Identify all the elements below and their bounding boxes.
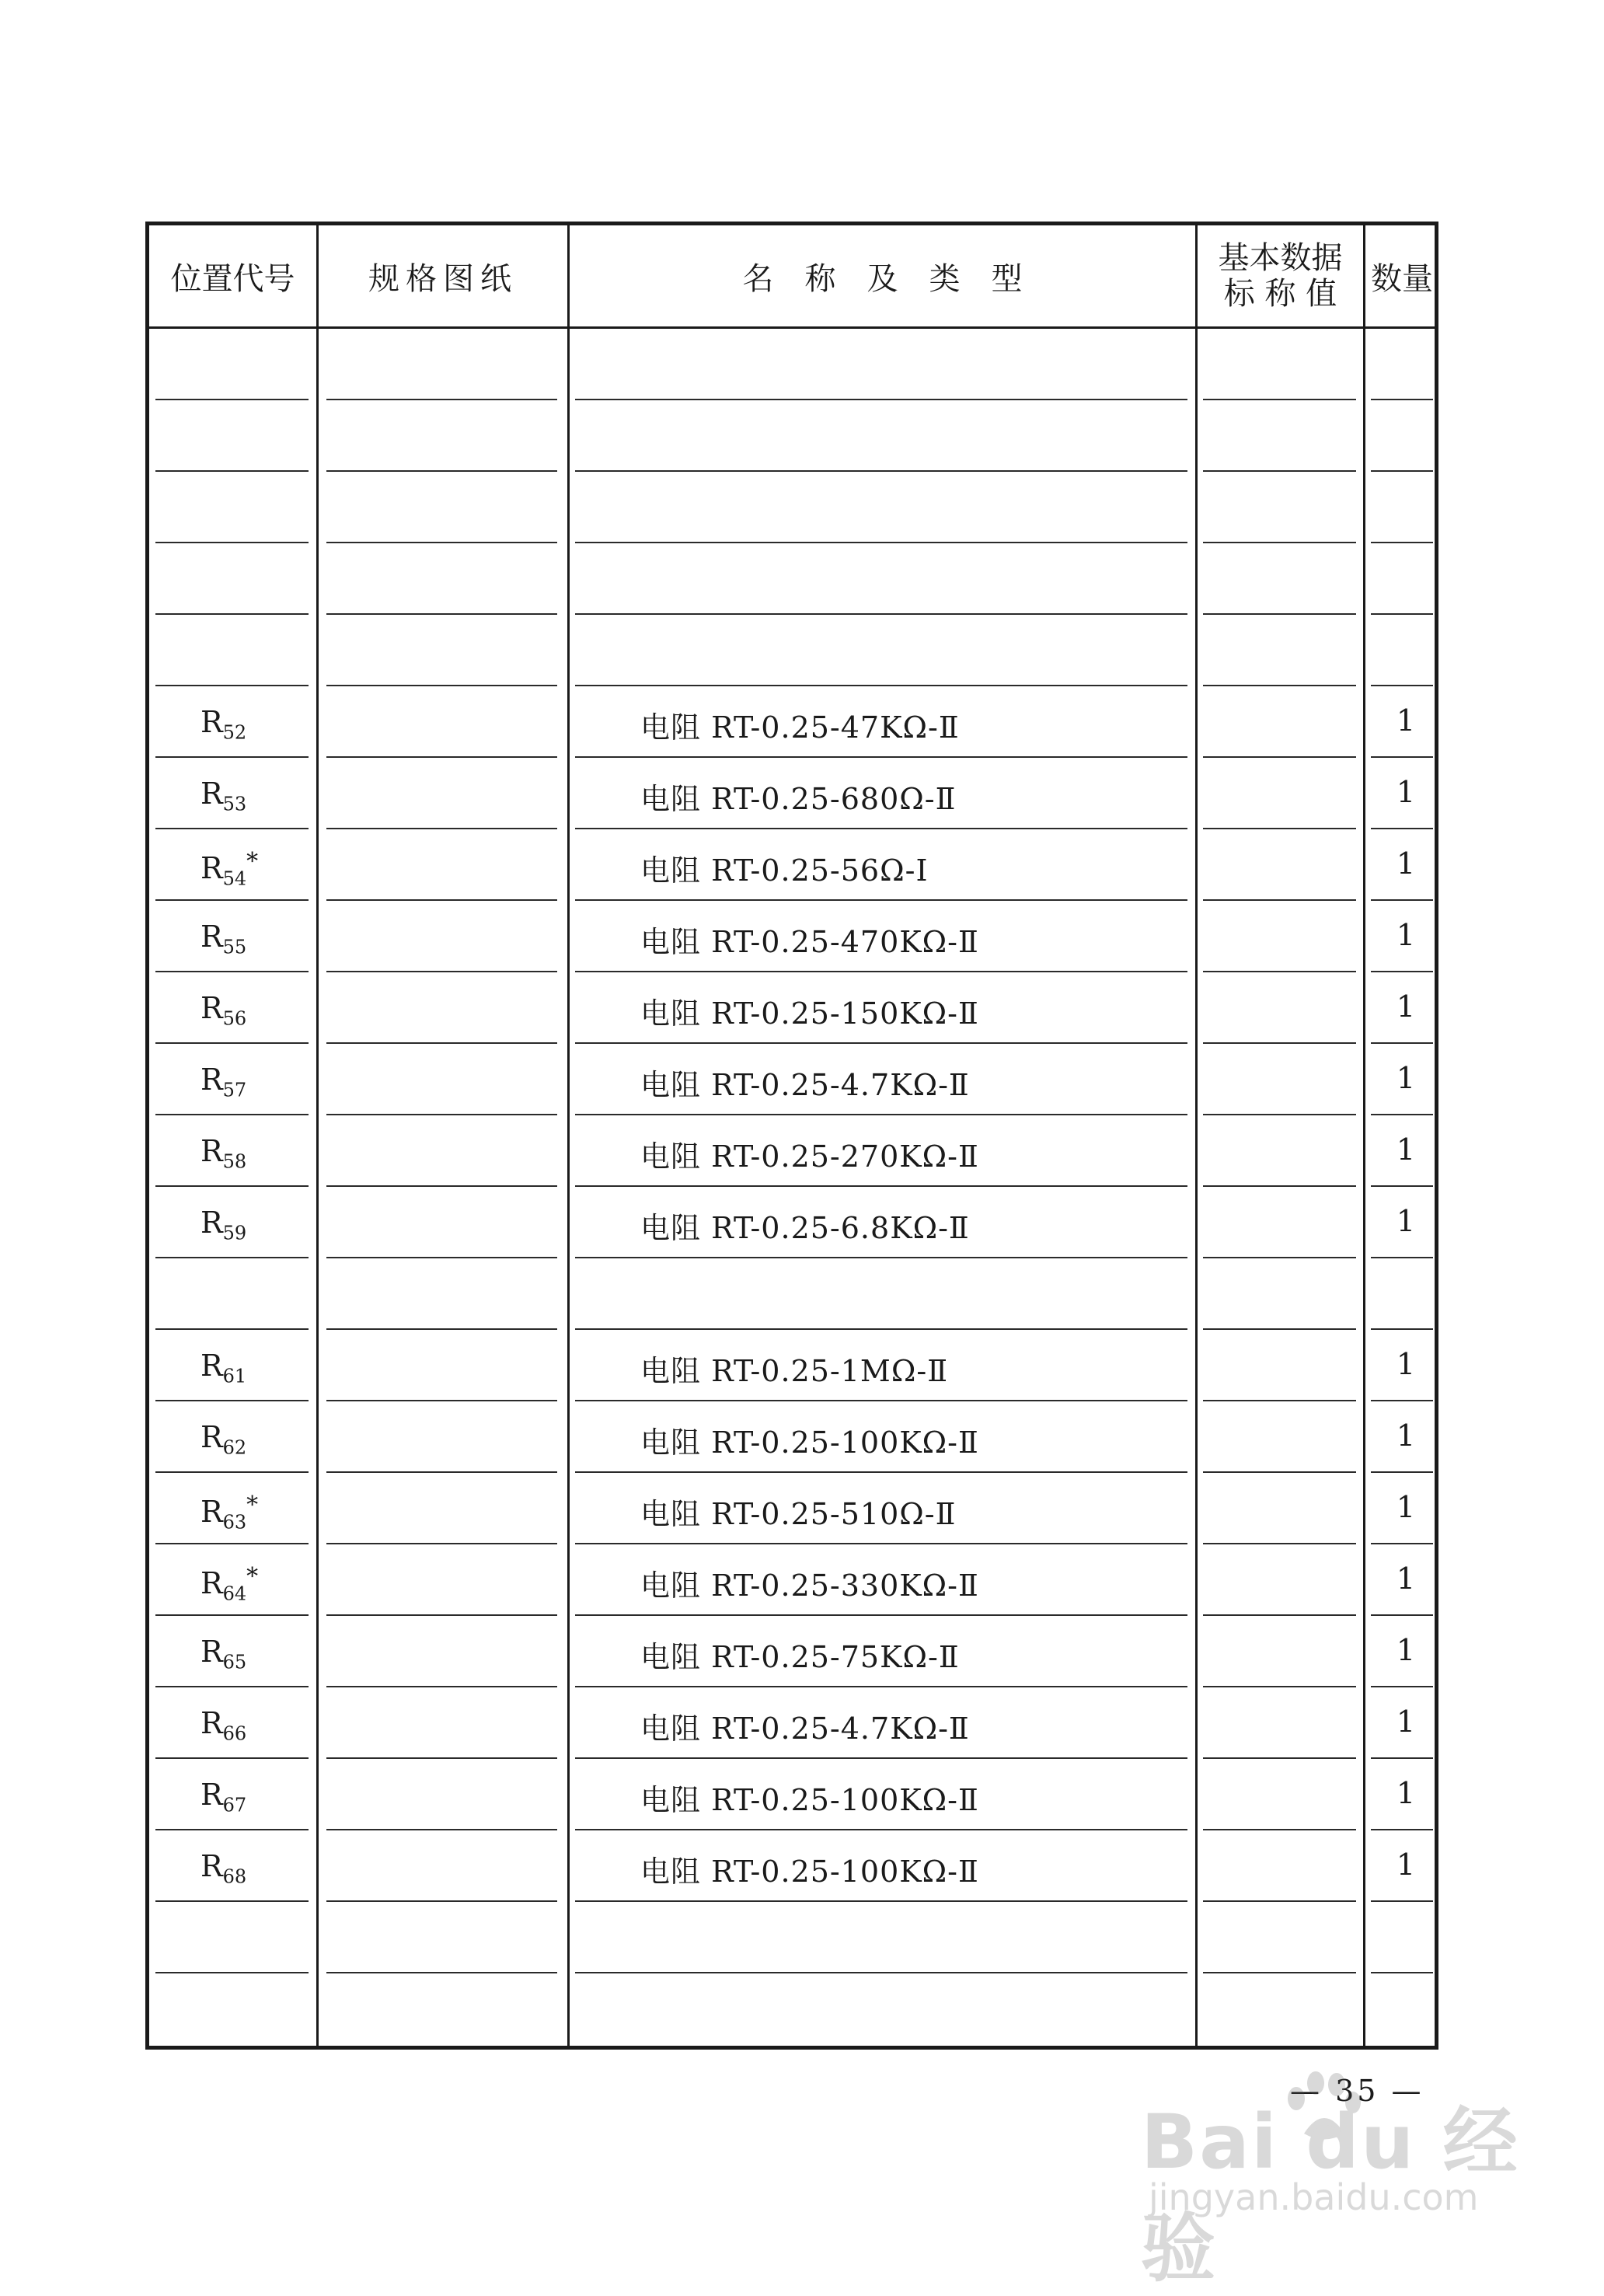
position-index: 66	[222, 1722, 247, 1745]
position-code	[200, 1063, 246, 1101]
quantity-value: 1	[1396, 1561, 1416, 1596]
position-code	[200, 1420, 246, 1459]
position-letter: R	[200, 1849, 223, 1883]
page-number: — 35 —	[1290, 2074, 1424, 2108]
position-letter: R	[200, 1063, 223, 1097]
component-name: 电阻 RT-0.25-470KΩ-Ⅱ	[640, 925, 979, 959]
component-name: 电阻 RT-0.25-510Ω-Ⅱ	[640, 1497, 957, 1531]
quantity-value: 1	[1396, 1347, 1416, 1381]
table-row	[149, 1973, 1435, 2045]
table-row	[149, 1616, 1435, 1687]
quantity-value: 1	[1396, 775, 1416, 809]
component-name: 电阻 RT-0.25-6.8KΩ-Ⅱ	[640, 1211, 970, 1245]
position-code	[200, 991, 246, 1030]
quantity-value: 1	[1396, 1776, 1416, 1810]
position-code	[200, 1778, 246, 1816]
position-code	[200, 705, 246, 744]
quantity-value: 1	[1396, 1204, 1416, 1238]
table-row	[149, 1544, 1435, 1616]
table-row	[149, 1902, 1435, 1973]
component-name: 电阻 RT-0.25-150KΩ-Ⅱ	[640, 996, 979, 1031]
component-name: 电阻 RT-0.25-330KΩ-Ⅱ	[640, 1568, 979, 1603]
table-row	[149, 901, 1435, 972]
component-name: 电阻 RT-0.25-4.7KΩ-Ⅱ	[640, 1712, 970, 1746]
quantity-value: 1	[1396, 918, 1416, 952]
position-letter: R	[200, 851, 223, 885]
quantity-value: 1	[1396, 1132, 1416, 1167]
position-index: 63	[222, 1511, 247, 1534]
quantity-value: 1	[1396, 1848, 1416, 1882]
component-name: 电阻 RT-0.25-680Ω-Ⅱ	[640, 782, 957, 816]
quantity-value: 1	[1396, 989, 1416, 1024]
position-letter: R	[200, 991, 223, 1025]
position-index: 67	[222, 1794, 247, 1816]
adjust-marker: *	[246, 1492, 259, 1519]
table-row	[149, 1759, 1435, 1830]
header-position-code-label: 位置代号	[170, 260, 295, 297]
header-quantity-label: 数量	[1371, 260, 1433, 297]
quantity-value: 1	[1396, 1705, 1416, 1739]
quantity-value: 1	[1396, 846, 1416, 881]
position-letter: R	[200, 1778, 223, 1812]
position-index: 58	[222, 1150, 247, 1173]
component-name: 电阻 RT-0.25-56Ω-Ⅰ	[640, 853, 929, 888]
component-name: 电阻 RT-0.25-1MΩ-Ⅱ	[640, 1354, 949, 1388]
table-row	[149, 543, 1435, 615]
table-row	[149, 972, 1435, 1044]
position-index: 64	[222, 1582, 247, 1605]
position-index: 59	[222, 1222, 247, 1244]
table-row	[149, 615, 1435, 686]
table-row	[149, 400, 1435, 472]
position-index: 61	[222, 1365, 247, 1387]
position-code	[200, 1706, 246, 1745]
table-row	[149, 1330, 1435, 1401]
position-code	[200, 1206, 246, 1244]
position-index: 56	[222, 1007, 247, 1030]
table-row	[149, 686, 1435, 758]
position-code	[200, 848, 258, 890]
header-basic-data	[1198, 225, 1363, 326]
position-index: 65	[222, 1651, 247, 1673]
adjust-marker: *	[246, 848, 259, 875]
position-letter: R	[200, 1495, 223, 1529]
table-row	[149, 472, 1435, 543]
position-code	[200, 1349, 246, 1387]
table-row	[149, 1044, 1435, 1115]
header-spec-drawing-label: 规格图纸	[368, 260, 518, 297]
adjust-marker: *	[246, 1563, 259, 1590]
position-code	[200, 1492, 258, 1534]
header-spec-drawing	[319, 225, 567, 326]
quantity-value: 1	[1396, 1490, 1416, 1524]
header-name-type	[570, 225, 1195, 326]
component-name: 电阻 RT-0.25-100KΩ-Ⅱ	[640, 1855, 979, 1889]
table-row	[149, 829, 1435, 901]
position-letter: R	[200, 705, 223, 739]
position-letter: R	[200, 1420, 223, 1454]
table-row	[149, 1401, 1435, 1473]
table-row	[149, 758, 1435, 829]
header-basic-data-line1: 基本数据	[1218, 240, 1343, 276]
position-index: 57	[222, 1079, 247, 1101]
position-code	[200, 1563, 258, 1605]
position-letter: R	[200, 776, 223, 811]
position-index: 62	[222, 1436, 247, 1459]
position-letter: R	[200, 1134, 223, 1168]
position-index: 52	[222, 721, 247, 744]
watermark-url: jingyan.baidu.com	[1149, 2176, 1479, 2218]
quantity-value: 1	[1396, 1418, 1416, 1453]
component-name: 电阻 RT-0.25-75KΩ-Ⅱ	[640, 1640, 960, 1674]
position-index: 54	[222, 867, 247, 890]
table-row	[149, 1258, 1435, 1330]
position-index: 68	[222, 1865, 247, 1888]
position-code	[200, 1635, 246, 1673]
table-row	[149, 1830, 1435, 1902]
table-row	[149, 329, 1435, 400]
position-code	[200, 776, 246, 815]
component-name: 电阻 RT-0.25-4.7KΩ-Ⅱ	[640, 1068, 970, 1102]
table-row	[149, 1473, 1435, 1544]
table-row	[149, 1115, 1435, 1187]
component-name: 电阻 RT-0.25-47KΩ-Ⅱ	[640, 710, 960, 745]
header-name-type-label: 名 称 及 类 型	[742, 260, 1023, 297]
position-letter: R	[200, 1206, 223, 1240]
position-letter: R	[200, 1566, 223, 1600]
position-letter: R	[200, 1349, 223, 1383]
position-index: 55	[222, 936, 247, 958]
position-code	[200, 919, 246, 958]
position-letter: R	[200, 1635, 223, 1669]
parts-list-table	[145, 222, 1438, 2050]
position-code	[200, 1849, 246, 1888]
quantity-value: 1	[1396, 1061, 1416, 1095]
table-row	[149, 1687, 1435, 1759]
quantity-value: 1	[1396, 1633, 1416, 1667]
position-letter: R	[200, 1706, 223, 1740]
table-row	[149, 1187, 1435, 1258]
position-index: 53	[222, 793, 247, 815]
position-letter: R	[200, 919, 223, 954]
header-quantity	[1365, 225, 1438, 326]
header-basic-data-line2: 标 称 值	[1223, 276, 1337, 312]
quantity-value: 1	[1396, 703, 1416, 738]
component-name: 电阻 RT-0.25-270KΩ-Ⅱ	[640, 1139, 979, 1174]
position-code	[200, 1134, 246, 1173]
component-name: 电阻 RT-0.25-100KΩ-Ⅱ	[640, 1783, 979, 1817]
watermark-brand: Bai du 经验	[1141, 2099, 1519, 2292]
component-name: 电阻 RT-0.25-100KΩ-Ⅱ	[640, 1425, 979, 1460]
header-position-code	[149, 225, 316, 326]
